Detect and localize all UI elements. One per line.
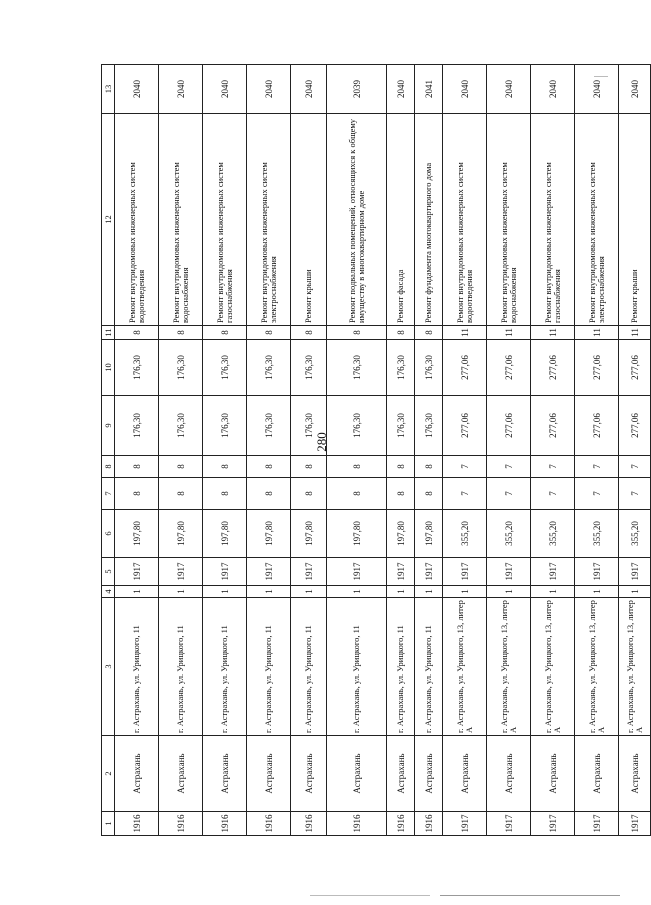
table-cell: 8: [387, 326, 415, 340]
table-cell: 1917: [415, 558, 443, 586]
table-cell: 8: [291, 456, 327, 478]
table-cell: 176,30: [327, 340, 387, 396]
table-cell: Ремонт внутридомовых инженерных систем газоснабжения: [203, 114, 247, 326]
table-cell: 277,06: [575, 340, 619, 396]
table-cell: Ремонт внутридомовых инженерных систем газоснабжения: [531, 114, 575, 326]
table-row: [387, 65, 415, 836]
table-cell: Астрахань: [415, 736, 443, 812]
table-container: [101, 65, 644, 836]
table-cell: Ремонт крыши: [619, 114, 651, 326]
table-cell: Ремонт внутридомовых инженерных систем электроснабжения: [247, 114, 291, 326]
column-header: 7: [102, 478, 115, 510]
column-header: 8: [102, 456, 115, 478]
column-header: 9: [102, 396, 115, 456]
table-cell: 2040: [443, 65, 487, 114]
table-row: [159, 65, 203, 836]
table-cell: Астрахань: [203, 736, 247, 812]
table-cell: 176,30: [415, 340, 443, 396]
table-cell: 1917: [247, 558, 291, 586]
table-cell: 7: [487, 478, 531, 510]
table-cell: 277,06: [443, 396, 487, 456]
table-cell: Ремонт внутридомовых инженерных систем водоснабжения: [159, 114, 203, 326]
table-cell: 8: [159, 326, 203, 340]
table-cell: 1916: [115, 812, 159, 836]
table-cell: 176,30: [327, 396, 387, 456]
table-cell: г. Астрахань, ул. Урицкого, 11: [115, 598, 159, 736]
table-cell: 1916: [203, 812, 247, 836]
table-row: [327, 65, 387, 836]
table-cell: 1917: [159, 558, 203, 586]
table-cell: 176,30: [159, 340, 203, 396]
table-cell: г. Астрахань, ул. Урицкого, 11: [203, 598, 247, 736]
table-cell: 8: [203, 478, 247, 510]
table-cell: 197,80: [291, 510, 327, 558]
table-body: [115, 65, 651, 836]
table-cell: Астрахань: [443, 736, 487, 812]
table-cell: 8: [247, 456, 291, 478]
table-cell: Ремонт внутридомовых инженерных систем водоснабжения: [487, 114, 531, 326]
table-cell: Астрахань: [487, 736, 531, 812]
table-cell: 1: [575, 586, 619, 598]
table-cell: 197,80: [203, 510, 247, 558]
table-cell: 355,20: [531, 510, 575, 558]
column-header: 2: [102, 736, 115, 812]
table-cell: 277,06: [531, 340, 575, 396]
table-cell: 2039: [327, 65, 387, 114]
table-cell: 2040: [619, 65, 651, 114]
table-cell: 197,80: [387, 510, 415, 558]
table-cell: г. Астрахань, ул. Урицкого, 11: [415, 598, 443, 736]
page-number: 280: [314, 432, 329, 452]
table-cell: Астрахань: [387, 736, 415, 812]
table-cell: 8: [203, 326, 247, 340]
table-cell: 8: [387, 456, 415, 478]
column-header: 4: [102, 586, 115, 598]
table-cell: 8: [203, 456, 247, 478]
table-cell: 8: [115, 478, 159, 510]
table-cell: 2040: [575, 65, 619, 114]
table-cell: 7: [619, 456, 651, 478]
column-header: 11: [102, 326, 115, 340]
table-cell: 176,30: [291, 396, 327, 456]
table-cell: 277,06: [531, 396, 575, 456]
column-header: 6: [102, 510, 115, 558]
table-row: [443, 65, 487, 836]
table-cell: 197,80: [247, 510, 291, 558]
table-cell: 8: [159, 478, 203, 510]
table-cell: 7: [443, 478, 487, 510]
table-cell: 7: [531, 456, 575, 478]
table-cell: 1: [619, 586, 651, 598]
scan-line: [440, 895, 620, 896]
table-cell: 2041: [415, 65, 443, 114]
table-cell: 176,30: [159, 396, 203, 456]
table-cell: 2040: [291, 65, 327, 114]
column-header: 12: [102, 114, 115, 326]
table-cell: 11: [443, 326, 487, 340]
table-cell: 355,20: [443, 510, 487, 558]
table-cell: 8: [415, 478, 443, 510]
table-cell: 277,06: [619, 396, 651, 456]
table-cell: 277,06: [487, 340, 531, 396]
table-cell: 176,30: [387, 340, 415, 396]
table-cell: Астрахань: [159, 736, 203, 812]
table-cell: 1917: [291, 558, 327, 586]
table-cell: 1916: [415, 812, 443, 836]
table-cell: 1917: [203, 558, 247, 586]
table-row: [487, 65, 531, 836]
table-cell: 8: [247, 326, 291, 340]
table-cell: 1917: [575, 558, 619, 586]
table-cell: г. Астрахань, ул. Урицкого, 11: [327, 598, 387, 736]
table-cell: 277,06: [487, 396, 531, 456]
table-cell: Астрахань: [247, 736, 291, 812]
table-cell: г. Астрахань, ул. Урицкого, 11: [387, 598, 415, 736]
table-row: [531, 65, 575, 836]
table-cell: Астрахань: [291, 736, 327, 812]
table-cell: 2040: [487, 65, 531, 114]
table-cell: 277,06: [443, 340, 487, 396]
table-cell: 1917: [619, 812, 651, 836]
table-cell: 8: [415, 326, 443, 340]
table-cell: г. Астрахань, ул. Урицкого, 13, литер А: [575, 598, 619, 736]
column-header: 5: [102, 558, 115, 586]
table-cell: 176,30: [203, 396, 247, 456]
table-cell: 1917: [327, 558, 387, 586]
table-cell: 176,30: [415, 396, 443, 456]
table-row: [247, 65, 291, 836]
table-cell: 1: [159, 586, 203, 598]
table-cell: 1: [203, 586, 247, 598]
header-row: [102, 65, 115, 836]
table-cell: Астрахань: [619, 736, 651, 812]
table-cell: 1: [531, 586, 575, 598]
table-row: [415, 65, 443, 836]
table-cell: 8: [247, 478, 291, 510]
table-cell: г. Астрахань, ул. Урицкого, 13, литер А: [487, 598, 531, 736]
table-cell: 1917: [487, 812, 531, 836]
table-cell: Ремонт внутридомовых инженерных систем водоотведения: [115, 114, 159, 326]
scan-line: [310, 895, 430, 896]
table-row: [203, 65, 247, 836]
table-cell: г. Астрахань, ул. Урицкого, 13, литер А: [619, 598, 651, 736]
table-cell: 355,20: [487, 510, 531, 558]
table-cell: 2040: [247, 65, 291, 114]
table-cell: 7: [443, 456, 487, 478]
table-row: [291, 65, 327, 836]
table-cell: 8: [291, 478, 327, 510]
table-cell: 7: [619, 478, 651, 510]
table-cell: Астрахань: [327, 736, 387, 812]
table-cell: 8: [387, 478, 415, 510]
table-cell: 1: [115, 586, 159, 598]
table-cell: 1917: [487, 558, 531, 586]
table-cell: 2040: [159, 65, 203, 114]
table-cell: 176,30: [387, 396, 415, 456]
table-cell: 8: [415, 456, 443, 478]
table-cell: 176,30: [291, 340, 327, 396]
table-cell: 11: [531, 326, 575, 340]
table-cell: 1: [291, 586, 327, 598]
table-cell: 1917: [619, 558, 651, 586]
table-cell: 277,06: [575, 396, 619, 456]
table-cell: 355,20: [575, 510, 619, 558]
table-cell: 1917: [115, 558, 159, 586]
table-cell: 277,06: [619, 340, 651, 396]
table-row: [619, 65, 651, 836]
table-cell: 1917: [575, 812, 619, 836]
table-row: [115, 65, 159, 836]
rotated-table-frame: [101, 65, 644, 836]
table-cell: 1: [327, 586, 387, 598]
table-cell: 2040: [203, 65, 247, 114]
table-cell: г. Астрахань, ул. Урицкого, 13, литер А: [531, 598, 575, 736]
table-cell: 8: [291, 326, 327, 340]
table-cell: 2040: [115, 65, 159, 114]
table-cell: 176,30: [115, 340, 159, 396]
table-cell: 176,30: [203, 340, 247, 396]
table-cell: 8: [327, 456, 387, 478]
column-header: 1: [102, 812, 115, 836]
table-cell: 1916: [327, 812, 387, 836]
table-cell: 1917: [531, 812, 575, 836]
table-cell: 8: [115, 326, 159, 340]
table-cell: 11: [575, 326, 619, 340]
table-cell: г. Астрахань, ул. Урицкого, 11: [159, 598, 203, 736]
table-cell: 1: [415, 586, 443, 598]
table-cell: 1916: [291, 812, 327, 836]
table-cell: Ремонт внутридомовых инженерных систем водоотведения: [443, 114, 487, 326]
table-cell: 1: [247, 586, 291, 598]
table-cell: г. Астрахань, ул. Урицкого, 11: [247, 598, 291, 736]
table-cell: Астрахань: [575, 736, 619, 812]
table-cell: 2040: [387, 65, 415, 114]
table-cell: Ремонт внутридомовых инженерных систем электроснабжения: [575, 114, 619, 326]
table-cell: Ремонт фундамента многоквартирного дома: [415, 114, 443, 326]
table-cell: 1916: [387, 812, 415, 836]
table-cell: 197,80: [159, 510, 203, 558]
table-cell: 355,20: [619, 510, 651, 558]
table-cell: Ремонт фасада: [387, 114, 415, 326]
table-cell: 11: [487, 326, 531, 340]
table-cell: 1: [487, 586, 531, 598]
table-cell: Ремонт крыши: [291, 114, 327, 326]
table-cell: 176,30: [247, 340, 291, 396]
table-cell: 7: [531, 478, 575, 510]
column-header: 3: [102, 598, 115, 736]
table-cell: 11: [619, 326, 651, 340]
table-cell: 197,80: [327, 510, 387, 558]
table-cell: 2040: [531, 65, 575, 114]
table-cell: Ремонт подвальных помещений, относящихся к общему имуществу в многоквартирном доме: [327, 114, 387, 326]
table-cell: 8: [327, 326, 387, 340]
table-cell: 197,80: [415, 510, 443, 558]
table-cell: 1: [443, 586, 487, 598]
table-cell: 197,80: [115, 510, 159, 558]
table-cell: 1917: [443, 558, 487, 586]
table-cell: 1: [387, 586, 415, 598]
table-cell: 1917: [531, 558, 575, 586]
table-cell: 176,30: [247, 396, 291, 456]
table-cell: г. Астрахань, ул. Урицкого, 13, литер А: [443, 598, 487, 736]
scan-mark: [594, 76, 608, 77]
table-cell: 176,30: [115, 396, 159, 456]
table-cell: г. Астрахань, ул. Урицкого, 11: [291, 598, 327, 736]
table-cell: 1916: [159, 812, 203, 836]
table-cell: 1917: [443, 812, 487, 836]
table-cell: 8: [159, 456, 203, 478]
table-cell: 7: [487, 456, 531, 478]
table-cell: Астрахань: [531, 736, 575, 812]
table-cell: 1916: [247, 812, 291, 836]
column-header: 10: [102, 340, 115, 396]
table-cell: 7: [575, 478, 619, 510]
table-cell: 8: [115, 456, 159, 478]
table-cell: 1917: [387, 558, 415, 586]
table-cell: 8: [327, 478, 387, 510]
table-cell: Астрахань: [115, 736, 159, 812]
repair-schedule-table: [101, 64, 651, 836]
table-row: [575, 65, 619, 836]
column-header: 13: [102, 65, 115, 114]
table-cell: 7: [575, 456, 619, 478]
